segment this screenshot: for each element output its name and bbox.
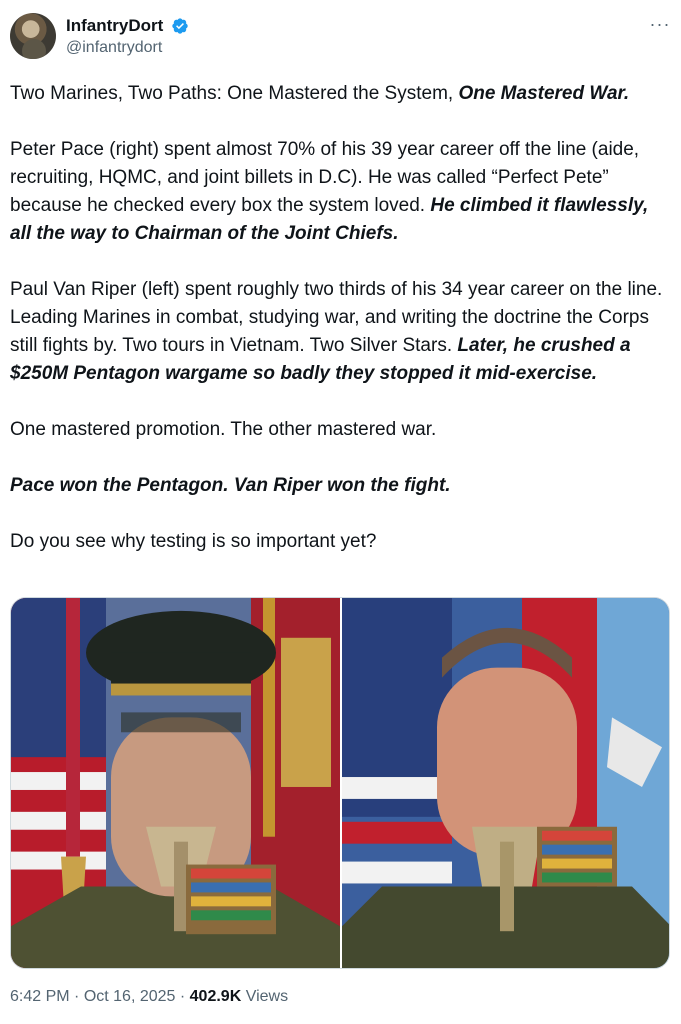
timestamp-time[interactable]: 6:42 PM bbox=[10, 988, 70, 1005]
tweet-paragraph: Pace won the Pentagon. Van Riper won the fight. bbox=[10, 475, 451, 496]
views-label: Views bbox=[241, 988, 289, 1005]
tweet-header bbox=[10, 13, 671, 65]
tweet-paragraph: Two Marines, Two Paths: One Mastered the System, One Mastered War. bbox=[10, 83, 630, 104]
tweet-paragraph: Paul Van Riper (left) spent roughly two thirds of his 34 year career on the line. Leading Marines in combat, studying war, and writing the doctrine the Corps still fights by. Two tours in Vietnam. Two Silver Stars. Later, he crushed a $250M Pentagon wargame so badly they stopped it mid-exercise. bbox=[10, 279, 663, 384]
media-grid[interactable] bbox=[10, 597, 670, 969]
verified-badge-icon bbox=[171, 17, 189, 35]
tweet-paragraph: Peter Pace (right) spent almost 70% of his 39 year career off the line (aide, recruiting, HQMC, and joint billets in D.C). He was called “Perfect Pete” because he checked every box the system loved. He climbed it flawlessly, all the way to Chairman of the Joint Chiefs. bbox=[10, 139, 649, 244]
timestamp-date[interactable]: Oct 16, 2025 bbox=[83, 988, 176, 1005]
tweet-paragraph: One mastered promotion. The other mastered war. bbox=[10, 419, 437, 440]
views-count: 402.9K bbox=[189, 988, 242, 1005]
avatar[interactable] bbox=[10, 13, 56, 59]
handle[interactable]: @infantrydort bbox=[66, 39, 163, 56]
tweet-text bbox=[10, 80, 670, 556]
display-name[interactable]: InfantryDort bbox=[66, 16, 164, 35]
photo-van-riper[interactable] bbox=[11, 598, 340, 968]
photo-pace[interactable] bbox=[342, 598, 670, 968]
more-horizontal-icon[interactable]: ··· bbox=[649, 14, 671, 34]
author-info bbox=[66, 16, 189, 57]
tweet-meta: 6:42 PM · Oct 16, 2025 · 402.9K Views bbox=[10, 988, 289, 1005]
tweet-paragraph: Do you see why testing is so important yet? bbox=[10, 531, 377, 552]
